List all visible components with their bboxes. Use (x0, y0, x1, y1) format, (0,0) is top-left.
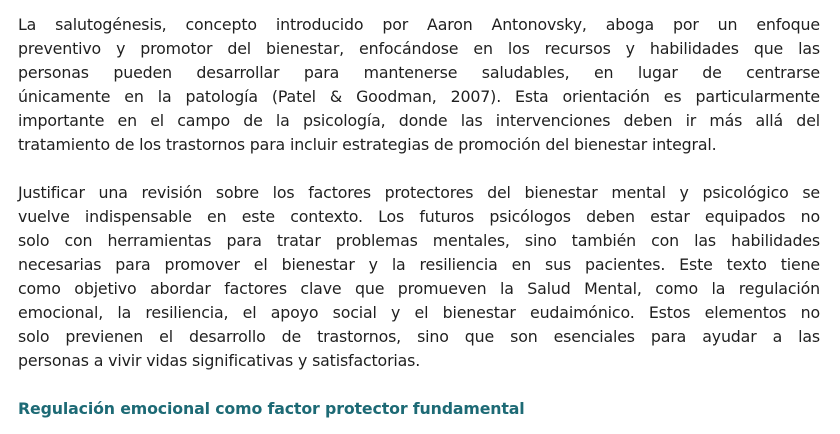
paragraph-spacer (18, 157, 820, 181)
paragraph-line: preventivo y promotor del bienestar, enfocándose en los recursos y habilidades que las (18, 39, 820, 58)
paragraph-line: solo con herramientas para tratar problemas mentales, sino también con las habilidades (18, 231, 820, 250)
document-body (18, 13, 820, 434)
paragraph-line: importante en el campo de la psicología, donde las intervenciones deben ir más allá del (18, 111, 820, 130)
paragraph-line: personas pueden desarrollar para mantenerse saludables, en lugar de centrarse (18, 63, 820, 82)
paragraph-line: personas a vivir vidas significativas y satisfactorias. (18, 351, 421, 370)
paragraph-line: solo previenen el desarrollo de trastornos, sino que son esenciales para ayudar a las (18, 327, 820, 346)
paragraph-line: Justificar una revisión sobre los factores protectores del bienestar mental y psicológico se (18, 183, 820, 202)
paragraph-line: tratamiento de los trastornos para incluir estrategias de promoción del bienestar integral. (18, 135, 717, 154)
paragraph-line: necesarias para promover el bienestar y la resiliencia en sus pacientes. Este texto tiene (18, 255, 820, 274)
paragraph-line: únicamente en la patología (Patel & Goodman, 2007). Esta orientación es particularmente (18, 87, 820, 106)
paragraph-line: emocional, la resiliencia, el apoyo social y el bienestar eudaimónico. Estos elementos no (18, 303, 820, 322)
section-heading: Regulación emocional como factor protector fundamental (18, 399, 525, 418)
paragraph-justificacion (18, 181, 820, 373)
paragraph-line: vuelve indispensable en este contexto. Los futuros psicólogos deben estar equipados no (18, 207, 820, 226)
paragraph-spacer (18, 373, 820, 397)
paragraph-line: La salutogénesis, concepto introducido por Aaron Antonovsky, aboga por un enfoque (18, 15, 820, 34)
paragraph-line: como objetivo abordar factores clave que promueven la Salud Mental, como la regulación (18, 279, 820, 298)
paragraph-salutogenesis (18, 13, 820, 157)
